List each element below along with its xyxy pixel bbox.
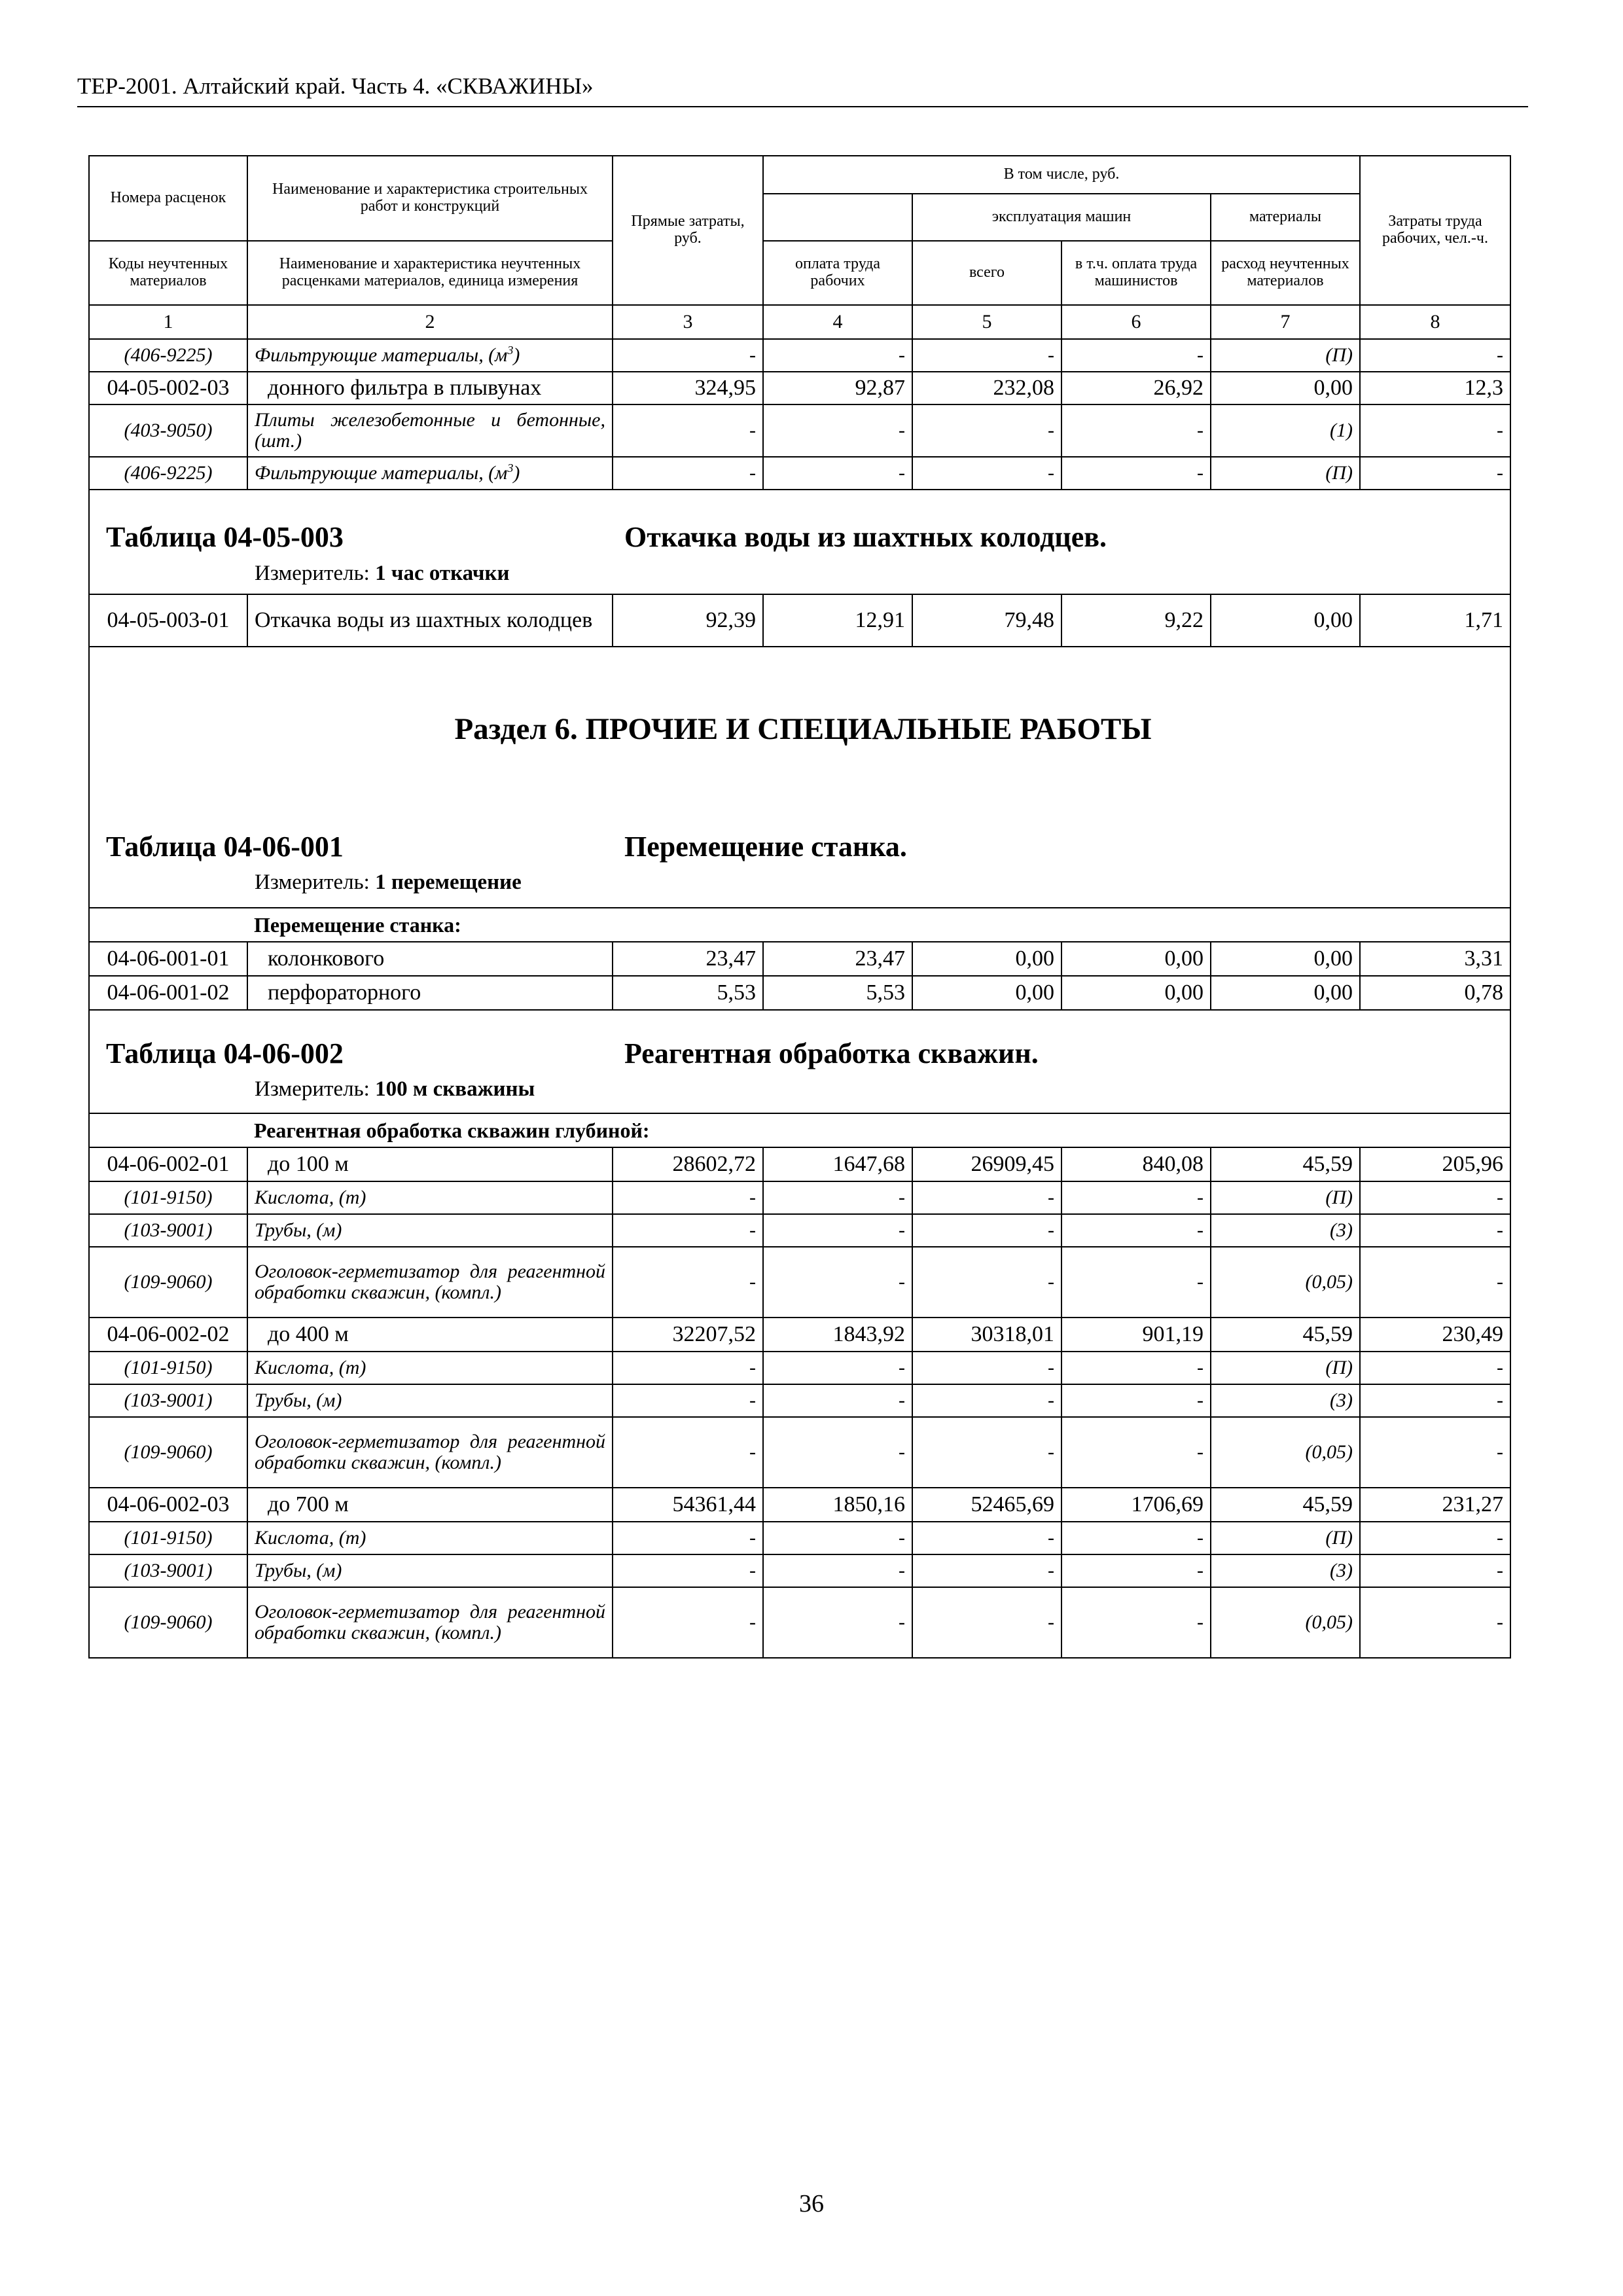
column-number: 6 — [1061, 305, 1211, 339]
header-machine-total: всего — [912, 241, 1061, 305]
work-name: до 400 м — [247, 1318, 613, 1352]
materials-cell: (1) — [1211, 404, 1360, 457]
direct-cost-cell: - — [613, 1417, 763, 1488]
labor-pay-cell: - — [763, 1214, 912, 1247]
labor-hours-cell: 12,3 — [1360, 372, 1510, 404]
material-name: Фильтрующие материалы, $(м^3)$ — [247, 339, 613, 372]
machinist-pay-cell: - — [1061, 1247, 1211, 1318]
labor-pay-cell: 23,47 — [763, 942, 912, 976]
header-direct-costs: Прямые затраты, руб. — [613, 156, 763, 305]
direct-cost-cell: - — [613, 1352, 763, 1384]
column-number: 3 — [613, 305, 763, 339]
labor-pay-cell: - — [763, 1384, 912, 1417]
labor-hours-cell: 0,78 — [1360, 976, 1510, 1010]
table-subheading: Перемещение станка: — [247, 908, 1510, 942]
running-header: ТЕР-2001. Алтайский край. Часть 4. «СКВАЖИНЫ» — [77, 73, 594, 99]
table-title: Таблица 04-06-001 — [106, 831, 344, 863]
labor-hours-cell: - — [1360, 1247, 1510, 1318]
labor-hours-cell: 231,27 — [1360, 1488, 1510, 1522]
material-code: (109-9060) — [89, 1247, 247, 1318]
labor-pay-cell: 12,91 — [763, 594, 912, 647]
column-number: 1 — [89, 305, 247, 339]
column-number: 8 — [1360, 305, 1510, 339]
rate-code: 04-05-002-03 — [89, 372, 247, 404]
machine-cost-cell: 52465,69 — [912, 1488, 1061, 1522]
table-caption: Перемещение станка. — [624, 831, 907, 863]
header-work-name: Наименование и характеристика строительных работ и конструкций — [247, 156, 613, 241]
material-name: Трубы, (м) — [247, 1554, 613, 1587]
machine-cost-cell: - — [912, 1417, 1061, 1488]
machinist-pay-cell: - — [1061, 1384, 1211, 1417]
machine-cost-cell: - — [912, 1214, 1061, 1247]
rate-code: 04-06-002-01 — [89, 1147, 247, 1181]
rate-code: 04-06-002-02 — [89, 1318, 247, 1352]
direct-cost-cell: 92,39 — [613, 594, 763, 647]
work-name: донного фильтра в плывунах — [247, 372, 613, 404]
machinist-pay-cell: 901,19 — [1061, 1318, 1211, 1352]
labor-hours-cell: 230,49 — [1360, 1318, 1510, 1352]
machine-cost-cell: - — [912, 1181, 1061, 1214]
machine-cost-cell: - — [912, 1587, 1061, 1658]
column-number: 4 — [763, 305, 912, 339]
machine-cost-cell: 79,48 — [912, 594, 1061, 647]
machinist-pay-cell: - — [1061, 1417, 1211, 1488]
material-name: Кислота, (т) — [247, 1181, 613, 1214]
materials-cell: 0,00 — [1211, 976, 1360, 1010]
materials-cell: (П) — [1211, 1181, 1360, 1214]
materials-cell: 0,00 — [1211, 372, 1360, 404]
table-title: Таблица 04-05-003 — [106, 521, 344, 553]
labor-hours-cell: - — [1360, 1587, 1510, 1658]
direct-cost-cell: - — [613, 1554, 763, 1587]
machine-cost-cell: 0,00 — [912, 942, 1061, 976]
machine-cost-cell: 30318,01 — [912, 1318, 1061, 1352]
materials-cell: 45,59 — [1211, 1318, 1360, 1352]
labor-hours-cell: - — [1360, 1352, 1510, 1384]
labor-pay-cell: - — [763, 1522, 912, 1554]
material-code: (101-9150) — [89, 1522, 247, 1554]
material-name: Плиты железобетонные и бетонные, (шт.) — [247, 404, 613, 457]
labor-pay-cell: - — [763, 1417, 912, 1488]
column-number: 2 — [247, 305, 613, 339]
labor-hours-cell: - — [1360, 1554, 1510, 1587]
material-name: Кислота, (т) — [247, 1352, 613, 1384]
direct-cost-cell: - — [613, 1181, 763, 1214]
materials-cell: (П) — [1211, 1522, 1360, 1554]
header-labor-costs: Затраты труда рабочих, чел.-ч. — [1360, 156, 1510, 305]
material-code: (103-9001) — [89, 1384, 247, 1417]
machinist-pay-cell: - — [1061, 1554, 1211, 1587]
machinist-pay-cell: 0,00 — [1061, 976, 1211, 1010]
header-materials-consumption: расход неучтенных материалов — [1211, 241, 1360, 305]
direct-cost-cell: - — [613, 457, 763, 490]
direct-cost-cell: - — [613, 1587, 763, 1658]
table-measure: Измеритель: 1 час откачки — [255, 562, 510, 585]
labor-hours-cell: - — [1360, 404, 1510, 457]
machinist-pay-cell: - — [1061, 339, 1211, 372]
labor-pay-cell: - — [763, 1181, 912, 1214]
labor-pay-cell: - — [763, 1247, 912, 1318]
header-rate-numbers: Номера расценок — [89, 156, 247, 241]
material-code: (103-9001) — [89, 1554, 247, 1587]
material-code: (109-9060) — [89, 1587, 247, 1658]
header-machinist-pay: в т.ч. оплата труда машинистов — [1061, 241, 1211, 305]
column-number: 5 — [912, 305, 1061, 339]
work-name: до 700 м — [247, 1488, 613, 1522]
work-name: до 100 м — [247, 1147, 613, 1181]
machine-cost-cell: - — [912, 1247, 1061, 1318]
machinist-pay-cell: 1706,69 — [1061, 1488, 1211, 1522]
table-title: Таблица 04-06-002 — [106, 1037, 344, 1069]
direct-cost-cell: 54361,44 — [613, 1488, 763, 1522]
work-name: колонкового — [247, 942, 613, 976]
machine-cost-cell: - — [912, 1352, 1061, 1384]
rate-code: 04-06-001-02 — [89, 976, 247, 1010]
direct-cost-cell: 23,47 — [613, 942, 763, 976]
table-heading-04-05-003 — [89, 490, 1510, 594]
labor-pay-cell: - — [763, 457, 912, 490]
materials-cell: (0,05) — [1211, 1247, 1360, 1318]
material-code: (103-9001) — [89, 1214, 247, 1247]
materials-cell: (П) — [1211, 1352, 1360, 1384]
labor-hours-cell: - — [1360, 1522, 1510, 1554]
direct-cost-cell: - — [613, 1214, 763, 1247]
direct-cost-cell: 324,95 — [613, 372, 763, 404]
labor-pay-cell: 5,53 — [763, 976, 912, 1010]
direct-cost-cell: 5,53 — [613, 976, 763, 1010]
direct-cost-cell: - — [613, 1384, 763, 1417]
work-name: Откачка воды из шахтных колодцев — [247, 594, 613, 647]
labor-pay-cell: 1850,16 — [763, 1488, 912, 1522]
machinist-pay-cell: - — [1061, 1352, 1211, 1384]
table-heading-04-06-002 — [89, 1010, 1510, 1113]
machine-cost-cell: 232,08 — [912, 372, 1061, 404]
labor-hours-cell: 205,96 — [1360, 1147, 1510, 1181]
material-code: (406-9225) — [89, 339, 247, 372]
machine-cost-cell: - — [912, 1522, 1061, 1554]
rate-code: 04-06-002-03 — [89, 1488, 247, 1522]
header-materials: материалы — [1211, 194, 1360, 241]
header-machine-operation: эксплуатация машин — [912, 194, 1211, 241]
rates-table — [88, 155, 1511, 1659]
labor-pay-cell: - — [763, 1587, 912, 1658]
machinist-pay-cell: 840,08 — [1061, 1147, 1211, 1181]
header-including: В том числе, руб. — [763, 156, 1360, 194]
material-name: Оголовок-герметизатор для реагентной обработки скважин, (компл.) — [247, 1587, 613, 1658]
labor-pay-cell: - — [763, 1352, 912, 1384]
material-name: Оголовок-герметизатор для реагентной обработки скважин, (компл.) — [247, 1247, 613, 1318]
machine-cost-cell: 0,00 — [912, 976, 1061, 1010]
material-name: Фильтрующие материалы, $(м^3)$ — [247, 457, 613, 490]
machine-cost-cell: - — [912, 339, 1061, 372]
labor-pay-cell: 1647,68 — [763, 1147, 912, 1181]
header-labor-pay: оплата труда рабочих — [763, 241, 912, 305]
machinist-pay-cell: 26,92 — [1061, 372, 1211, 404]
materials-cell: 45,59 — [1211, 1147, 1360, 1181]
material-code: (109-9060) — [89, 1417, 247, 1488]
rate-code: 04-05-003-01 — [89, 594, 247, 647]
labor-hours-cell: - — [1360, 1384, 1510, 1417]
materials-cell: (3) — [1211, 1214, 1360, 1247]
materials-cell: 45,59 — [1211, 1488, 1360, 1522]
labor-hours-cell: - — [1360, 1181, 1510, 1214]
section-title: Раздел 6. ПРОЧИЕ И СПЕЦИАЛЬНЫЕ РАБОТЫ — [454, 712, 1152, 746]
labor-hours-cell: - — [1360, 457, 1510, 490]
machinist-pay-cell: - — [1061, 404, 1211, 457]
labor-pay-cell: 92,87 — [763, 372, 912, 404]
material-name: Трубы, (м) — [247, 1384, 613, 1417]
material-name: Кислота, (т) — [247, 1522, 613, 1554]
labor-hours-cell: - — [1360, 339, 1510, 372]
labor-pay-cell: - — [763, 1554, 912, 1587]
labor-pay-cell: - — [763, 339, 912, 372]
direct-cost-cell: - — [613, 1247, 763, 1318]
material-code: (101-9150) — [89, 1181, 247, 1214]
material-name: Оголовок-герметизатор для реагентной обработки скважин, (компл.) — [247, 1417, 613, 1488]
materials-cell: 0,00 — [1211, 594, 1360, 647]
direct-cost-cell: 28602,72 — [613, 1147, 763, 1181]
table-body — [89, 156, 1510, 1658]
table-measure: Измеритель: 1 перемещение — [255, 870, 522, 894]
labor-pay-cell: 1843,92 — [763, 1318, 912, 1352]
machinist-pay-cell: 9,22 — [1061, 594, 1211, 647]
labor-hours-cell: - — [1360, 1417, 1510, 1488]
table-caption: Откачка воды из шахтных колодцев. — [624, 521, 1107, 553]
materials-cell: (П) — [1211, 457, 1360, 490]
materials-cell: (3) — [1211, 1384, 1360, 1417]
work-name: перфораторного — [247, 976, 613, 1010]
direct-cost-cell: - — [613, 404, 763, 457]
materials-cell: (0,05) — [1211, 1587, 1360, 1658]
labor-pay-cell: - — [763, 404, 912, 457]
table-measure: Измеритель: 100 м скважины — [255, 1077, 535, 1101]
page-number: 36 — [799, 2190, 824, 2217]
machinist-pay-cell: - — [1061, 1587, 1211, 1658]
machinist-pay-cell: - — [1061, 1214, 1211, 1247]
direct-cost-cell: - — [613, 339, 763, 372]
labor-hours-cell: - — [1360, 1214, 1510, 1247]
header-material-codes: Коды неучтенных материалов — [89, 241, 247, 305]
material-code: (403-9050) — [89, 404, 247, 457]
machine-cost-cell: - — [912, 1554, 1061, 1587]
machine-cost-cell: - — [912, 404, 1061, 457]
material-code: (101-9150) — [89, 1352, 247, 1384]
labor-hours-cell: 1,71 — [1360, 594, 1510, 647]
machine-cost-cell: - — [912, 457, 1061, 490]
labor-hours-cell: 3,31 — [1360, 942, 1510, 976]
materials-cell: (П) — [1211, 339, 1360, 372]
rate-code: 04-06-001-01 — [89, 942, 247, 976]
machine-cost-cell: - — [912, 1384, 1061, 1417]
materials-cell: (3) — [1211, 1554, 1360, 1587]
materials-cell: 0,00 — [1211, 942, 1360, 976]
table-caption: Реагентная обработка скважин. — [624, 1037, 1039, 1069]
section-heading — [89, 647, 1510, 908]
column-number: 7 — [1211, 305, 1360, 339]
header-material-names: Наименование и характеристика неучтенных расценками материалов, единица измерения — [247, 241, 613, 305]
direct-cost-cell: 32207,52 — [613, 1318, 763, 1352]
header-rule — [77, 106, 1528, 107]
machine-cost-cell: 26909,45 — [912, 1147, 1061, 1181]
machinist-pay-cell: 0,00 — [1061, 942, 1211, 976]
materials-cell: (0,05) — [1211, 1417, 1360, 1488]
machinist-pay-cell: - — [1061, 1181, 1211, 1214]
table-subheading: Реагентная обработка скважин глубиной: — [247, 1113, 1510, 1147]
material-name: Трубы, (м) — [247, 1214, 613, 1247]
material-code: (406-9225) — [89, 457, 247, 490]
machinist-pay-cell: - — [1061, 457, 1211, 490]
direct-cost-cell: - — [613, 1522, 763, 1554]
machinist-pay-cell: - — [1061, 1522, 1211, 1554]
